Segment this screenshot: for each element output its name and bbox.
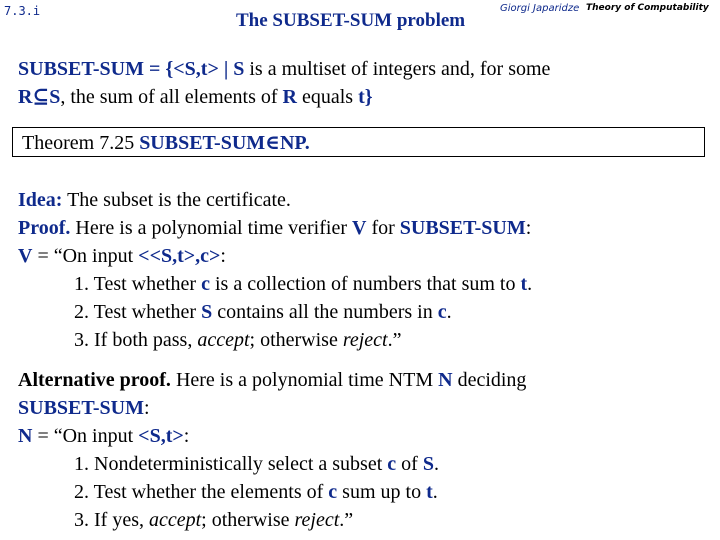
definition-line-2: R⊆S, the sum of all elements of R equals t} bbox=[18, 86, 373, 108]
element-symbol: ∈ bbox=[265, 132, 280, 154]
course-name: Theory of Computability bbox=[586, 3, 709, 13]
verifier-step-3: 3. If both pass, accept; otherwise reject.” bbox=[74, 329, 402, 351]
proof-line: Proof. Here is a polynomial time verifier V for SUBSET-SUM: bbox=[18, 217, 532, 239]
verifier-header: V = “On input <<S,t>,c>: bbox=[18, 245, 226, 267]
ntm-step-1: 1. Nondeterministically select a subset c of S. bbox=[74, 453, 439, 475]
verifier-step-2: 2. Test whether S contains all the numbers in c. bbox=[74, 301, 452, 323]
theorem-label: Theorem 7.25 bbox=[22, 132, 135, 154]
language-name: SUBSET-SUM bbox=[18, 58, 144, 80]
slide-number: 7.3.i bbox=[4, 4, 41, 18]
definition-line-1: SUBSET-SUM = {<S,t> | S is a multiset of integers and, for some bbox=[18, 58, 551, 80]
idea-label: Idea: bbox=[18, 189, 63, 211]
idea-line: Idea: The subset is the certificate. bbox=[18, 189, 291, 211]
ntm-step-2: 2. Test whether the elements of c sum up to t. bbox=[74, 481, 438, 503]
alt-proof-label: Alternative proof. bbox=[18, 369, 171, 391]
alt-proof-line: Alternative proof. Here is a polynomial time NTM N deciding bbox=[18, 369, 527, 391]
author-name: Giorgi Japaridze bbox=[500, 3, 580, 14]
ntm-header: N = “On input <S,t>: bbox=[18, 425, 190, 447]
verifier-step-1: 1. Test whether c is a collection of numbers that sum to t. bbox=[74, 273, 533, 295]
slide-title: The SUBSET-SUM problem bbox=[236, 10, 466, 31]
alt-proof-language: SUBSET-SUM: bbox=[18, 397, 150, 419]
proof-label: Proof. bbox=[18, 217, 71, 239]
theorem-statement: Theorem 7.25 SUBSET-SUM∈NP. bbox=[22, 132, 310, 154]
subset-symbol: ⊆ bbox=[32, 86, 50, 108]
ntm-step-3: 3. If yes, accept; otherwise reject.” bbox=[74, 509, 354, 531]
